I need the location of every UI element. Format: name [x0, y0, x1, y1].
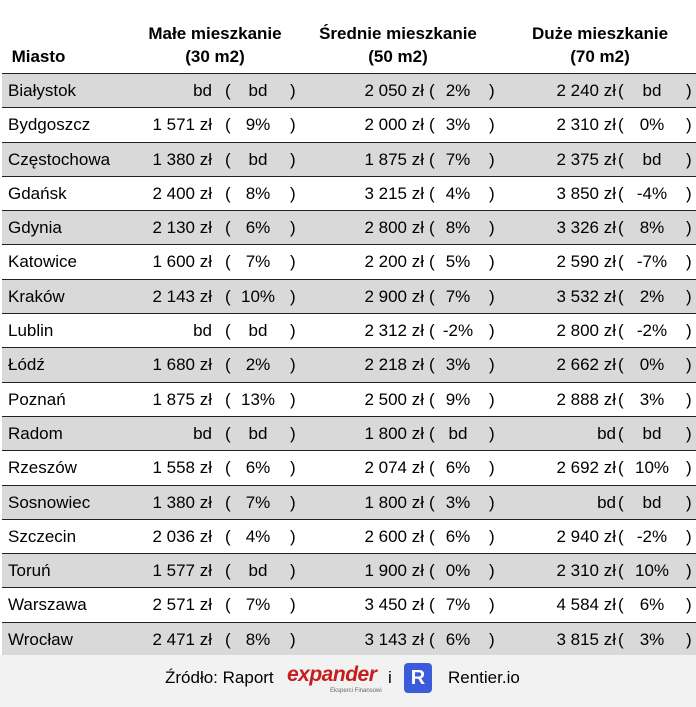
- medium-change-cell: 3%: [445, 115, 471, 135]
- paren-open: (: [429, 115, 435, 135]
- paren-open: (: [618, 423, 624, 443]
- paren-open: (: [225, 423, 231, 443]
- source-footer: [0, 655, 696, 707]
- table-row: [2, 623, 696, 657]
- paren-close: ): [290, 492, 296, 512]
- large-change-cell: bd: [642, 81, 662, 100]
- large-price-cell: 2 692 zł: [556, 458, 616, 478]
- small-price-cell: 2 036 zł: [152, 526, 212, 546]
- paren-open: (: [429, 321, 435, 341]
- medium-price-cell: 2 074 zł: [364, 458, 424, 478]
- paren-close: ): [686, 492, 692, 512]
- paren-open: (: [618, 183, 624, 203]
- small-change-cell: 7%: [245, 595, 271, 615]
- medium-change-cell: 7%: [445, 149, 471, 169]
- header-large-line2: (70 m2): [570, 47, 630, 66]
- table-row: [2, 588, 696, 622]
- paren-close: ): [290, 286, 296, 306]
- paren-open: (: [225, 595, 231, 615]
- paren-close: ): [290, 629, 296, 649]
- city-cell: Wrocław: [8, 629, 73, 649]
- small-price-cell: 1 600 zł: [152, 252, 212, 272]
- table-row: [2, 280, 696, 314]
- large-price-cell: 3 850 zł: [556, 183, 616, 203]
- expander-logo: expander: [287, 663, 377, 686]
- city-cell: Częstochowa: [8, 149, 111, 169]
- large-price-cell: 2 590 zł: [556, 252, 616, 272]
- small-price-cell: 1 558 zł: [152, 458, 212, 478]
- large-change-cell: 2%: [639, 286, 665, 306]
- small-change-cell: bd: [248, 423, 268, 443]
- paren-open: (: [429, 218, 435, 238]
- rentier-label: Rentier.io: [448, 668, 520, 687]
- city-cell: Katowice: [8, 252, 77, 272]
- paren-open: (: [618, 492, 624, 512]
- paren-open: (: [225, 629, 231, 649]
- medium-price-cell: 3 215 zł: [364, 183, 424, 203]
- large-change-cell: 3%: [639, 389, 665, 409]
- small-change-cell: bd: [248, 561, 268, 581]
- large-change-cell: 6%: [639, 595, 665, 615]
- medium-price-cell: 2 600 zł: [364, 526, 424, 546]
- header-small-line2: (30 m2): [185, 47, 245, 66]
- paren-open: (: [429, 183, 435, 203]
- table-row: [2, 417, 696, 451]
- paren-close: ): [489, 423, 495, 443]
- city-cell: Bydgoszcz: [8, 115, 91, 135]
- medium-price-cell: 1 800 zł: [364, 423, 424, 443]
- paren-close: ): [290, 389, 296, 409]
- medium-price-cell: 1 875 zł: [364, 149, 424, 169]
- large-change-cell: 3%: [639, 629, 665, 649]
- large-price-cell: 2 240 zł: [556, 81, 616, 100]
- table-row: [2, 143, 696, 177]
- header-city-label: Miasto: [11, 47, 66, 66]
- large-change-cell: 0%: [639, 115, 665, 135]
- paren-close: ): [686, 355, 692, 375]
- paren-close: ): [686, 458, 692, 478]
- paren-close: ): [290, 81, 296, 100]
- large-price-cell: bd: [597, 492, 616, 512]
- paren-open: (: [429, 561, 435, 581]
- paren-close: ): [686, 526, 692, 546]
- large-price-cell: 3 326 zł: [556, 218, 616, 238]
- paren-open: (: [225, 183, 231, 203]
- large-price-cell: 2 662 zł: [556, 355, 616, 375]
- table-row: [2, 486, 696, 520]
- medium-change-cell: 7%: [445, 595, 471, 615]
- small-change-cell: 6%: [245, 458, 271, 478]
- paren-open: (: [618, 355, 624, 375]
- medium-price-cell: 2 800 zł: [364, 218, 424, 238]
- medium-change-cell: 0%: [445, 561, 471, 581]
- large-price-cell: 2 310 zł: [556, 561, 616, 581]
- paren-close: ): [489, 458, 495, 478]
- paren-close: ): [686, 561, 692, 581]
- paren-open: (: [225, 252, 231, 272]
- paren-close: ): [686, 286, 692, 306]
- small-price-cell: bd: [193, 321, 212, 341]
- paren-open: (: [618, 389, 624, 409]
- table-row: [2, 383, 696, 417]
- small-change-cell: bd: [248, 321, 268, 341]
- paren-close: ): [686, 149, 692, 169]
- paren-open: (: [429, 458, 435, 478]
- paren-close: ): [489, 321, 495, 341]
- small-price-cell: bd: [193, 423, 212, 443]
- paren-close: ): [489, 595, 495, 615]
- paren-open: (: [429, 355, 435, 375]
- small-price-cell: 1 571 zł: [152, 115, 212, 135]
- table-row: [2, 245, 696, 279]
- small-change-cell: 7%: [245, 252, 271, 272]
- large-change-cell: 8%: [639, 218, 665, 238]
- paren-open: (: [618, 81, 624, 100]
- paren-close: ): [290, 355, 296, 375]
- large-change-cell: bd: [642, 423, 662, 443]
- medium-price-cell: 2 050 zł: [364, 81, 424, 100]
- small-change-cell: 4%: [245, 526, 271, 546]
- header-city: [0, 45, 77, 68]
- city-cell: Gdynia: [8, 218, 62, 238]
- small-price-cell: 2 130 zł: [152, 218, 212, 238]
- medium-change-cell: 9%: [445, 389, 471, 409]
- small-price-cell: 1 680 zł: [152, 355, 212, 375]
- paren-close: ): [290, 423, 296, 443]
- paren-close: ): [489, 183, 495, 203]
- paren-close: ): [686, 321, 692, 341]
- large-price-cell: 4 584 zł: [556, 595, 616, 615]
- table-row: [2, 348, 696, 382]
- table-header: [0, 0, 696, 72]
- header-small-line1: Małe mieszkanie: [148, 24, 282, 43]
- table-row: [2, 108, 696, 142]
- small-price-cell: 1 380 zł: [152, 149, 212, 169]
- medium-change-cell: 7%: [445, 286, 471, 306]
- large-price-cell: 2 940 zł: [556, 526, 616, 546]
- city-cell: Toruń: [8, 561, 51, 581]
- paren-close: ): [686, 629, 692, 649]
- paren-open: (: [225, 561, 231, 581]
- header-small: [134, 22, 296, 68]
- paren-open: (: [429, 629, 435, 649]
- medium-change-cell: 3%: [445, 492, 471, 512]
- medium-change-cell: bd: [448, 423, 468, 443]
- city-cell: Sosnowiec: [8, 492, 91, 512]
- small-price-cell: 2 400 zł: [152, 183, 212, 203]
- large-change-cell: 10%: [634, 561, 670, 581]
- header-medium-line1: Średnie mieszkanie: [319, 24, 477, 43]
- large-change-cell: 0%: [639, 355, 665, 375]
- paren-close: ): [489, 355, 495, 375]
- large-price-cell: 2 375 zł: [556, 149, 616, 169]
- paren-close: ): [489, 115, 495, 135]
- medium-price-cell: 2 900 zł: [364, 286, 424, 306]
- small-change-cell: 8%: [245, 183, 271, 203]
- medium-price-cell: 2 312 zł: [364, 321, 424, 341]
- large-price-cell: bd: [597, 423, 616, 443]
- large-price-cell: 3 532 zł: [556, 286, 616, 306]
- paren-open: (: [225, 218, 231, 238]
- paren-close: ): [290, 526, 296, 546]
- medium-price-cell: 1 900 zł: [364, 561, 424, 581]
- paren-open: (: [225, 81, 231, 100]
- paren-close: ): [489, 149, 495, 169]
- paren-close: ): [290, 595, 296, 615]
- medium-change-cell: 6%: [445, 458, 471, 478]
- paren-close: ): [686, 81, 692, 100]
- medium-price-cell: 2 218 zł: [364, 355, 424, 375]
- header-large-line1: Duże mieszkanie: [531, 24, 669, 43]
- paren-open: (: [618, 115, 624, 135]
- paren-open: (: [225, 389, 231, 409]
- source-label: Źródło: Raport: [165, 668, 274, 687]
- city-cell: Gdańsk: [8, 183, 67, 203]
- table-row: [2, 177, 696, 211]
- table-row: [2, 211, 696, 245]
- paren-close: ): [290, 252, 296, 272]
- paren-close: ): [489, 252, 495, 272]
- paren-close: ): [290, 321, 296, 341]
- large-price-cell: 3 815 zł: [556, 629, 616, 649]
- paren-open: (: [429, 81, 435, 100]
- medium-change-cell: 6%: [445, 629, 471, 649]
- city-cell: Lublin: [8, 321, 54, 341]
- paren-open: (: [429, 286, 435, 306]
- table-row: [2, 74, 696, 108]
- small-price-cell: 2 471 zł: [152, 629, 212, 649]
- paren-open: (: [618, 321, 624, 341]
- medium-change-cell: 4%: [445, 183, 471, 203]
- paren-open: (: [225, 115, 231, 135]
- small-price-cell: 1 875 zł: [152, 389, 212, 409]
- paren-open: (: [618, 526, 624, 546]
- paren-open: (: [618, 458, 624, 478]
- paren-open: (: [429, 252, 435, 272]
- table-row: [2, 314, 696, 348]
- large-price-cell: 2 800 zł: [556, 321, 616, 341]
- paren-open: (: [618, 149, 624, 169]
- table-row: [2, 451, 696, 485]
- medium-price-cell: 2 500 zł: [364, 389, 424, 409]
- paren-close: ): [489, 526, 495, 546]
- medium-change-cell: 8%: [445, 218, 471, 238]
- paren-close: ): [489, 218, 495, 238]
- medium-price-cell: 2 200 zł: [364, 252, 424, 272]
- paren-close: ): [489, 629, 495, 649]
- paren-open: (: [429, 492, 435, 512]
- paren-close: ): [290, 149, 296, 169]
- paren-open: (: [429, 149, 435, 169]
- header-large: [510, 22, 690, 68]
- paren-open: (: [618, 218, 624, 238]
- small-change-cell: bd: [248, 81, 268, 100]
- medium-change-cell: 5%: [445, 252, 471, 272]
- small-change-cell: 2%: [245, 355, 271, 375]
- paren-close: ): [686, 218, 692, 238]
- paren-close: ): [686, 595, 692, 615]
- paren-open: (: [429, 423, 435, 443]
- city-cell: Warszawa: [8, 595, 87, 615]
- paren-close: ): [489, 286, 495, 306]
- large-change-cell: -7%: [636, 252, 668, 272]
- city-cell: Rzeszów: [8, 458, 77, 478]
- large-price-cell: 2 310 zł: [556, 115, 616, 135]
- small-change-cell: bd: [248, 149, 268, 169]
- medium-change-cell: 3%: [445, 355, 471, 375]
- paren-close: ): [686, 423, 692, 443]
- paren-open: (: [225, 526, 231, 546]
- paren-close: ): [290, 218, 296, 238]
- paren-open: (: [429, 595, 435, 615]
- header-medium-line2: (50 m2): [368, 47, 428, 66]
- small-change-cell: 13%: [240, 389, 276, 409]
- large-change-cell: -2%: [636, 526, 668, 546]
- rent-table: [2, 73, 696, 657]
- medium-price-cell: 3 450 zł: [364, 595, 424, 615]
- small-change-cell: 8%: [245, 629, 271, 649]
- small-price-cell: 1 577 zł: [152, 561, 212, 581]
- medium-change-cell: 2%: [445, 81, 471, 100]
- table-row: [2, 520, 696, 554]
- paren-close: ): [686, 389, 692, 409]
- paren-open: (: [225, 458, 231, 478]
- large-change-cell: bd: [642, 149, 662, 169]
- paren-close: ): [686, 115, 692, 135]
- small-change-cell: 10%: [240, 286, 276, 306]
- paren-close: ): [489, 561, 495, 581]
- medium-price-cell: 3 143 zł: [364, 629, 424, 649]
- large-change-cell: 10%: [634, 458, 670, 478]
- city-cell: Radom: [8, 423, 63, 443]
- paren-open: (: [618, 286, 624, 306]
- small-price-cell: bd: [193, 81, 212, 100]
- paren-open: (: [618, 595, 624, 615]
- paren-open: (: [225, 149, 231, 169]
- paren-close: ): [290, 183, 296, 203]
- large-change-cell: bd: [642, 492, 662, 512]
- city-cell: Białystok: [8, 81, 77, 100]
- city-cell: Kraków: [8, 286, 65, 306]
- medium-change-cell: -2%: [442, 321, 474, 341]
- city-cell: Poznań: [8, 389, 66, 409]
- small-price-cell: 2 143 zł: [152, 286, 212, 306]
- city-cell: Szczecin: [8, 526, 77, 546]
- small-change-cell: 7%: [245, 492, 271, 512]
- small-price-cell: 2 571 zł: [152, 595, 212, 615]
- paren-close: ): [489, 389, 495, 409]
- paren-close: ): [290, 458, 296, 478]
- small-change-cell: 6%: [245, 218, 271, 238]
- paren-open: (: [618, 252, 624, 272]
- table-row: [2, 554, 696, 588]
- city-cell: Łódź: [8, 355, 45, 375]
- header-medium: [300, 22, 496, 68]
- expander-tagline: Eksperci Finansowi: [330, 688, 382, 694]
- paren-open: (: [225, 286, 231, 306]
- paren-close: ): [686, 252, 692, 272]
- large-change-cell: -2%: [636, 321, 668, 341]
- large-price-cell: 2 888 zł: [556, 389, 616, 409]
- small-price-cell: 1 380 zł: [152, 492, 212, 512]
- paren-open: (: [618, 561, 624, 581]
- and-text: i: [388, 668, 392, 687]
- medium-change-cell: 6%: [445, 526, 471, 546]
- medium-price-cell: 2 000 zł: [364, 115, 424, 135]
- paren-open: (: [429, 389, 435, 409]
- paren-close: ): [489, 81, 495, 100]
- paren-open: (: [225, 492, 231, 512]
- paren-close: ): [686, 183, 692, 203]
- paren-open: (: [225, 355, 231, 375]
- paren-close: ): [290, 115, 296, 135]
- paren-open: (: [618, 629, 624, 649]
- small-change-cell: 9%: [245, 115, 271, 135]
- rentier-logo-icon: R: [404, 663, 432, 693]
- medium-price-cell: 1 800 zł: [364, 492, 424, 512]
- large-change-cell: -4%: [636, 183, 668, 203]
- paren-close: ): [489, 492, 495, 512]
- paren-open: (: [225, 321, 231, 341]
- paren-open: (: [429, 526, 435, 546]
- paren-close: ): [290, 561, 296, 581]
